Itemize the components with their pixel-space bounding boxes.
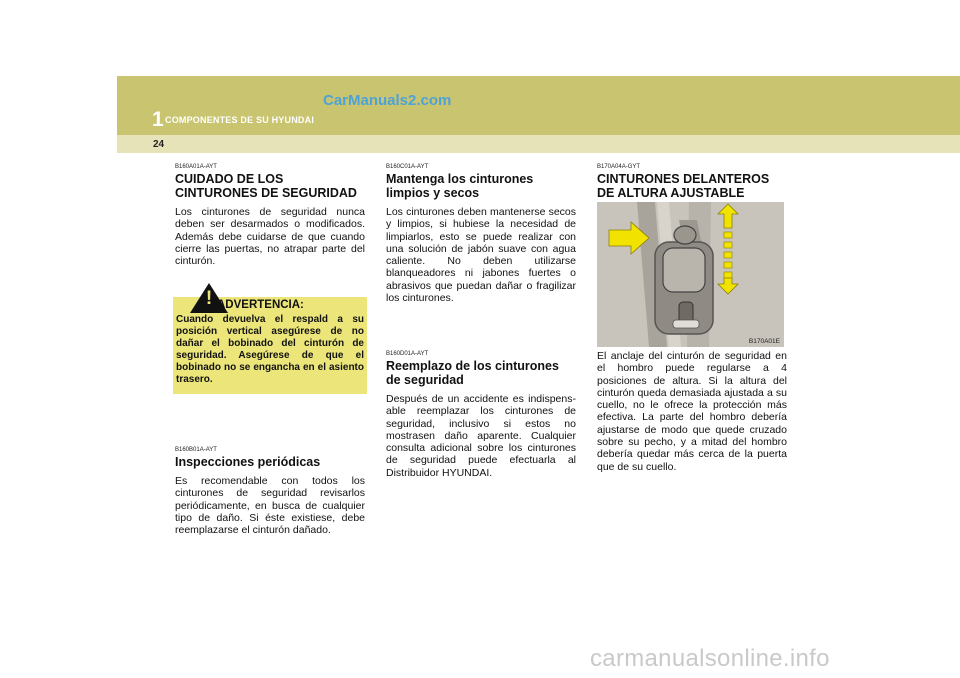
section-code: B160B01A-AYT <box>175 447 217 453</box>
chapter-title: COMPONENTES DE SU HYUNDAI <box>165 115 315 125</box>
section-code: B160D01A-AYT <box>386 351 429 357</box>
footer-watermark: carmanualsonline.info <box>590 645 830 672</box>
seatbelt-illustration <box>597 202 784 347</box>
section-heading: Inspecciones periódicas <box>175 455 321 469</box>
column-3-section-adjustable <box>597 164 787 206</box>
section-body: Después de un accidente es indispens-able reemplazar los cinturones de seguridad, inclusivo si estos no mostrasen daño aparente. Cualquier consulta adicional sobre los cinturones de seguridad puede efectuarla al Distribuidor HYUNDAI. <box>386 393 576 479</box>
header-band <box>117 76 960 135</box>
section-heading: CINTURONES DELANTEROS DE ALTURA AJUSTABLE <box>597 172 770 200</box>
section-code: B170A04A-GYT <box>597 164 641 170</box>
column-2-section-clean <box>386 164 576 304</box>
page-number-bar <box>117 135 960 153</box>
section-code: B160A01A-AYT <box>175 164 217 170</box>
column-1-section-inspections <box>175 447 365 536</box>
column-1-section-care <box>175 164 365 267</box>
warning-box <box>173 288 367 394</box>
section-heading: Reemplazo de los cinturones de seguridad <box>386 359 559 387</box>
section-body: Es recomendable con todos los cinturones de seguridad revisarlos periódicamente, en busca de cualquier tipo de daño. Si éste existiese, debe reemplazarse el cinturón dañado. <box>175 475 365 537</box>
warning-title: ADVERTENCIA: <box>217 299 304 311</box>
section-body: El anclaje del cinturón de seguridad en el hombro puede regularse a 4 posiciones de altura. Si la altura del cinturón queda demasiada ajustada a su cuello, no le ofrece la protección más efectiva. La parte del hombro debería ajustarse de modo que quede cruzado sobre su pecho, y a mitad del hombro debería quedar más cerca de la puerta que de su cuello. <box>597 350 787 473</box>
section-body: Los cinturones de seguridad nunca deben ser desarmados o modificados. Además debe cuidarse de que cuando cierre las puertas, no atrapar parte del cinturón. <box>175 206 365 268</box>
seatbelt-height-adjuster-figure <box>597 202 784 347</box>
section-heading: CUIDADO DE LOS CINTURONES DE SEGURIDAD <box>175 172 357 200</box>
column-3-body <box>597 350 787 473</box>
warning-text: Cuando devuelva el respald a su posición vertical asegúrese de no dañar el bobinado del cinturón de seguridad. Asegúrese de que el bobinado no se engancha en el asiento trasero. <box>176 314 364 386</box>
exclamation-icon: ! <box>205 288 213 309</box>
chapter-number: 1 <box>152 108 164 131</box>
figure-caption: B170A01E <box>748 338 780 345</box>
site-watermark-link[interactable]: CarManuals2.com <box>323 92 452 109</box>
page-number: 24 <box>153 139 165 150</box>
section-body: Los cinturones deben mantenerse secos y limpios, si hubiese la necesidad de limpiarlos, esto se puede realizar con una solución de jabón suave con agua caliente. No deben utilizarse blanqueadores ni jabones fuertes o abrasivos que puedan dañar o fragilizar los cinturones. <box>386 206 576 305</box>
section-code: B160C01A-AYT <box>386 164 429 170</box>
column-2-section-replacement <box>386 351 576 479</box>
section-heading: Mantenga los cinturones limpios y secos <box>386 172 534 200</box>
